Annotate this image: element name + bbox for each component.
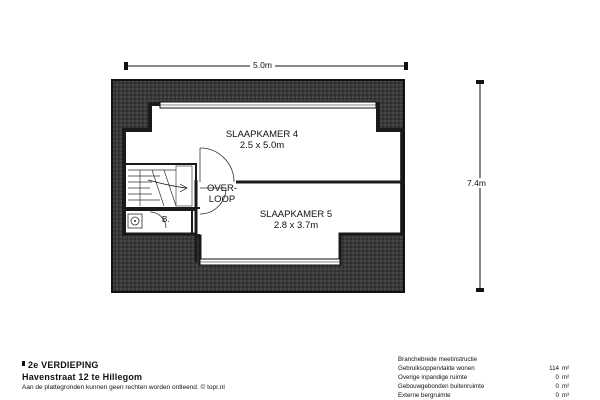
- summary-value: 114: [549, 365, 559, 372]
- summary-value: 0: [555, 374, 559, 381]
- room-overloop: [196, 172, 248, 216]
- address: Havenstraat 12 te Hillegom: [22, 372, 143, 382]
- summary-value: 0: [555, 383, 559, 390]
- window-top: [160, 102, 376, 108]
- summary-unit: m³: [562, 392, 570, 399]
- summary-label: Overige inpandige ruimte: [398, 374, 468, 381]
- summary-row: [398, 382, 576, 391]
- summary-label: Gebouwgebonden buitenruimte: [398, 383, 485, 390]
- window-bottom: [200, 259, 340, 265]
- room-name: SLAAPKAMER 5: [259, 209, 333, 220]
- summary-row: [398, 364, 576, 373]
- sink-icon: [128, 214, 142, 228]
- summary-label: Gebruiksoppervlakte wonen: [398, 365, 475, 372]
- summary-heading: Branchebrede meetinstructie: [398, 356, 478, 363]
- room-slaapkamer-5: [246, 209, 346, 231]
- summary-unit: m²: [562, 374, 570, 381]
- summary-unit: m²: [562, 365, 570, 372]
- room-size: 2.5 x 5.0m: [239, 140, 285, 151]
- measurement-summary: [398, 355, 576, 400]
- room-size: 2.8 x 3.7m: [273, 220, 319, 231]
- summary-unit: m²: [562, 383, 570, 390]
- room-berging: B.: [162, 215, 170, 224]
- height-label: 7.4m: [464, 178, 489, 188]
- floor-marker-icon: [22, 361, 25, 366]
- room-name: OVER- LOOP: [206, 183, 238, 205]
- room-name: SLAAPKAMER 4: [225, 129, 299, 140]
- width-label: 5.0m: [250, 60, 275, 70]
- floor-title: 2e VERDIEPING: [28, 360, 99, 370]
- disclaimer: Aan de plattegronden kunnen geen rechten worden ontleend. © topr.nl: [22, 384, 225, 391]
- summary-value: 0: [555, 392, 559, 399]
- summary-row: [398, 391, 576, 400]
- room-slaapkamer-4: [212, 129, 312, 151]
- summary-label: Externe bergruimte: [398, 392, 451, 399]
- summary-row: [398, 373, 576, 382]
